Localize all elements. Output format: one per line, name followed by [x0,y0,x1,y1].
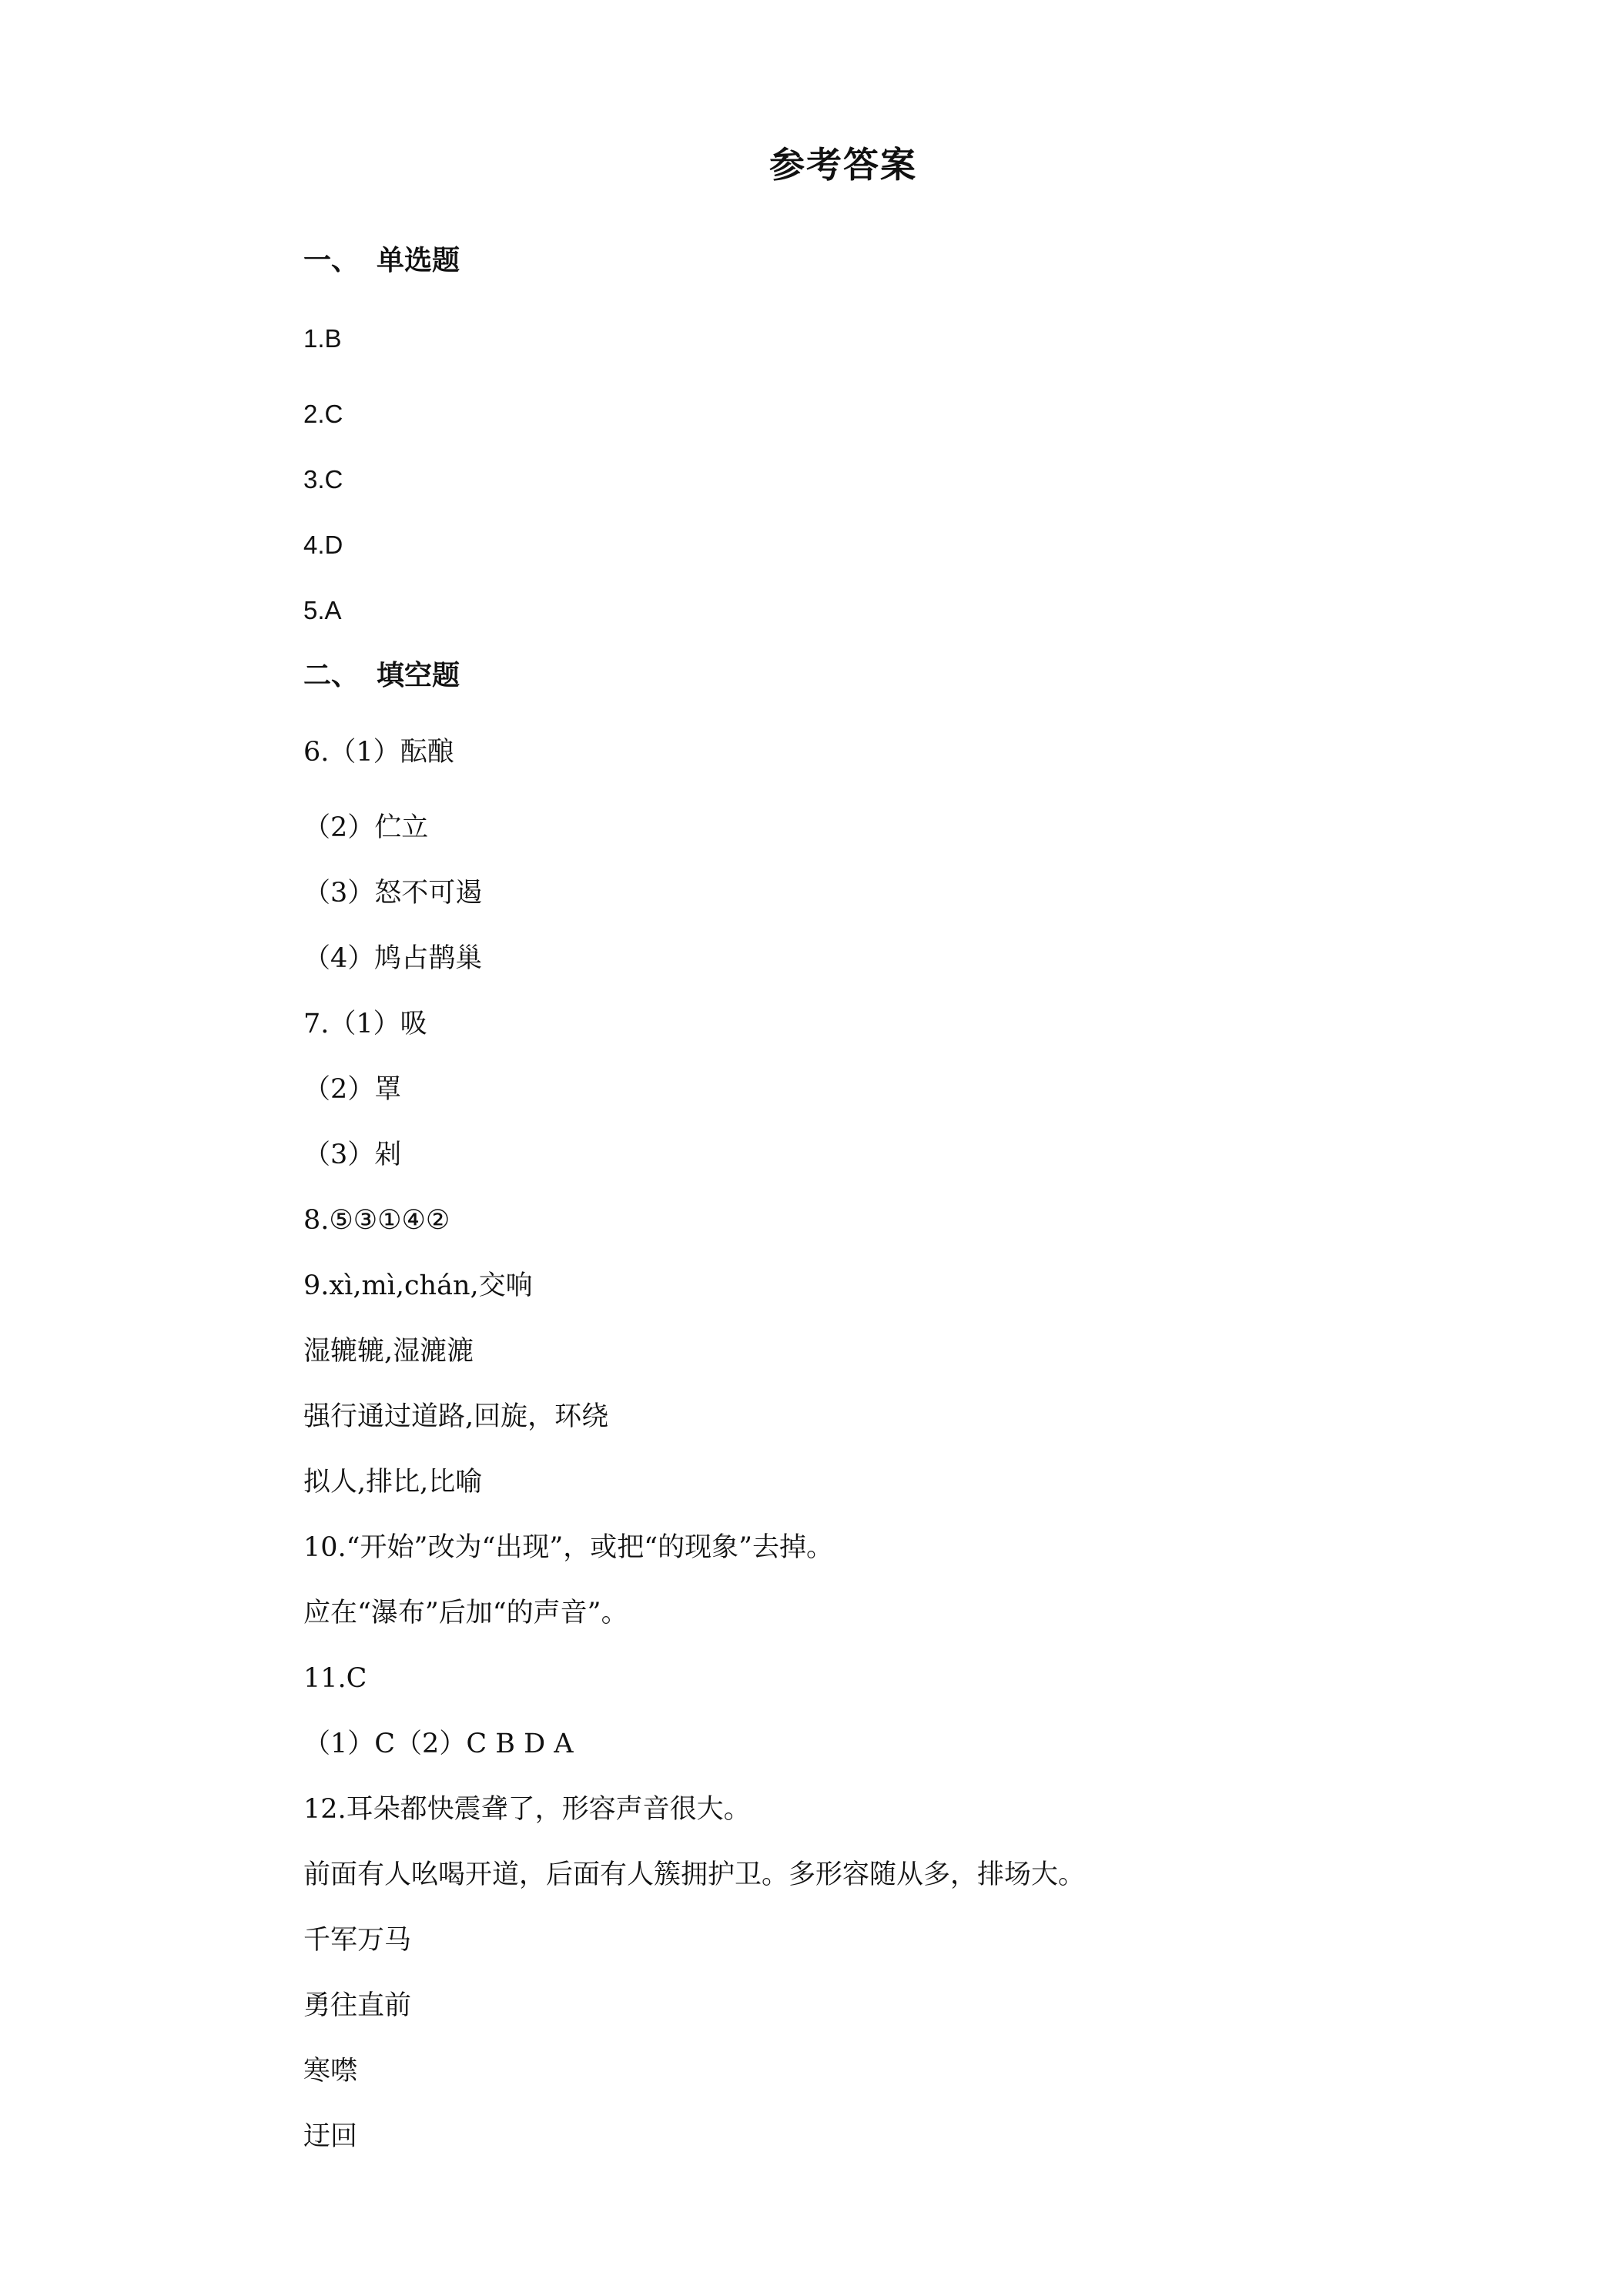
answer-line: 6.（1）酝酿 [303,737,454,768]
section-heading-fill-in [303,658,460,692]
section-label: 填空题 [377,659,460,691]
page-title: 参考答案 [769,144,917,186]
answer-line: 前面有人吆喝开道，后面有人簇拥护卫。多形容随从多，排场大。 [303,1859,1086,1890]
answer-line: 2.C [303,400,343,428]
answer-line: （2）伫立 [303,812,429,843]
answer-line: 8.⑤③①④② [303,1205,450,1236]
answer-line: 千军万马 [303,1925,412,1956]
answer-line: 强行通过道路,回旋，环绕 [303,1401,609,1432]
answer-line: 10.“开始”改为“出现”，或把“的现象”去掉。 [303,1532,834,1563]
section-number: 二、 [303,659,360,691]
answer-line: （3）剁 [303,1140,402,1170]
answer-line: 12.耳朵都快震聋了，形容声音很大。 [303,1794,751,1825]
section-heading-single-choice [303,243,460,277]
answer-line: 迂回 [303,2121,358,2152]
answer-line: 4.D [303,530,343,559]
answer-line: （2）罩 [303,1074,402,1105]
section-label: 单选题 [377,244,460,276]
answer-line: 寒噤 [303,2056,358,2087]
answer-line: 3.C [303,465,343,494]
answer-line: 7.（1）吸 [303,1009,427,1039]
answer-line: 5.A [303,596,342,624]
answer-line: 9.xì,mì,chán,交响 [303,1270,533,1301]
answer-line: 1.B [303,324,342,353]
answer-line: 勇往直前 [303,1990,412,2021]
answer-line: 湿辘辘,湿漉漉 [303,1336,474,1367]
answer-line: （4）鸠占鹊巢 [303,943,483,974]
answer-line: 拟人,排比,比喻 [303,1467,483,1498]
answer-line: （1）C（2）C B D A [303,1729,574,1759]
answer-line: （3）怒不可遏 [303,878,483,909]
answer-line: 11.C [303,1663,367,1694]
answer-line: 应在“瀑布”后加“的声音”。 [303,1598,628,1628]
section-number: 一、 [303,244,360,276]
